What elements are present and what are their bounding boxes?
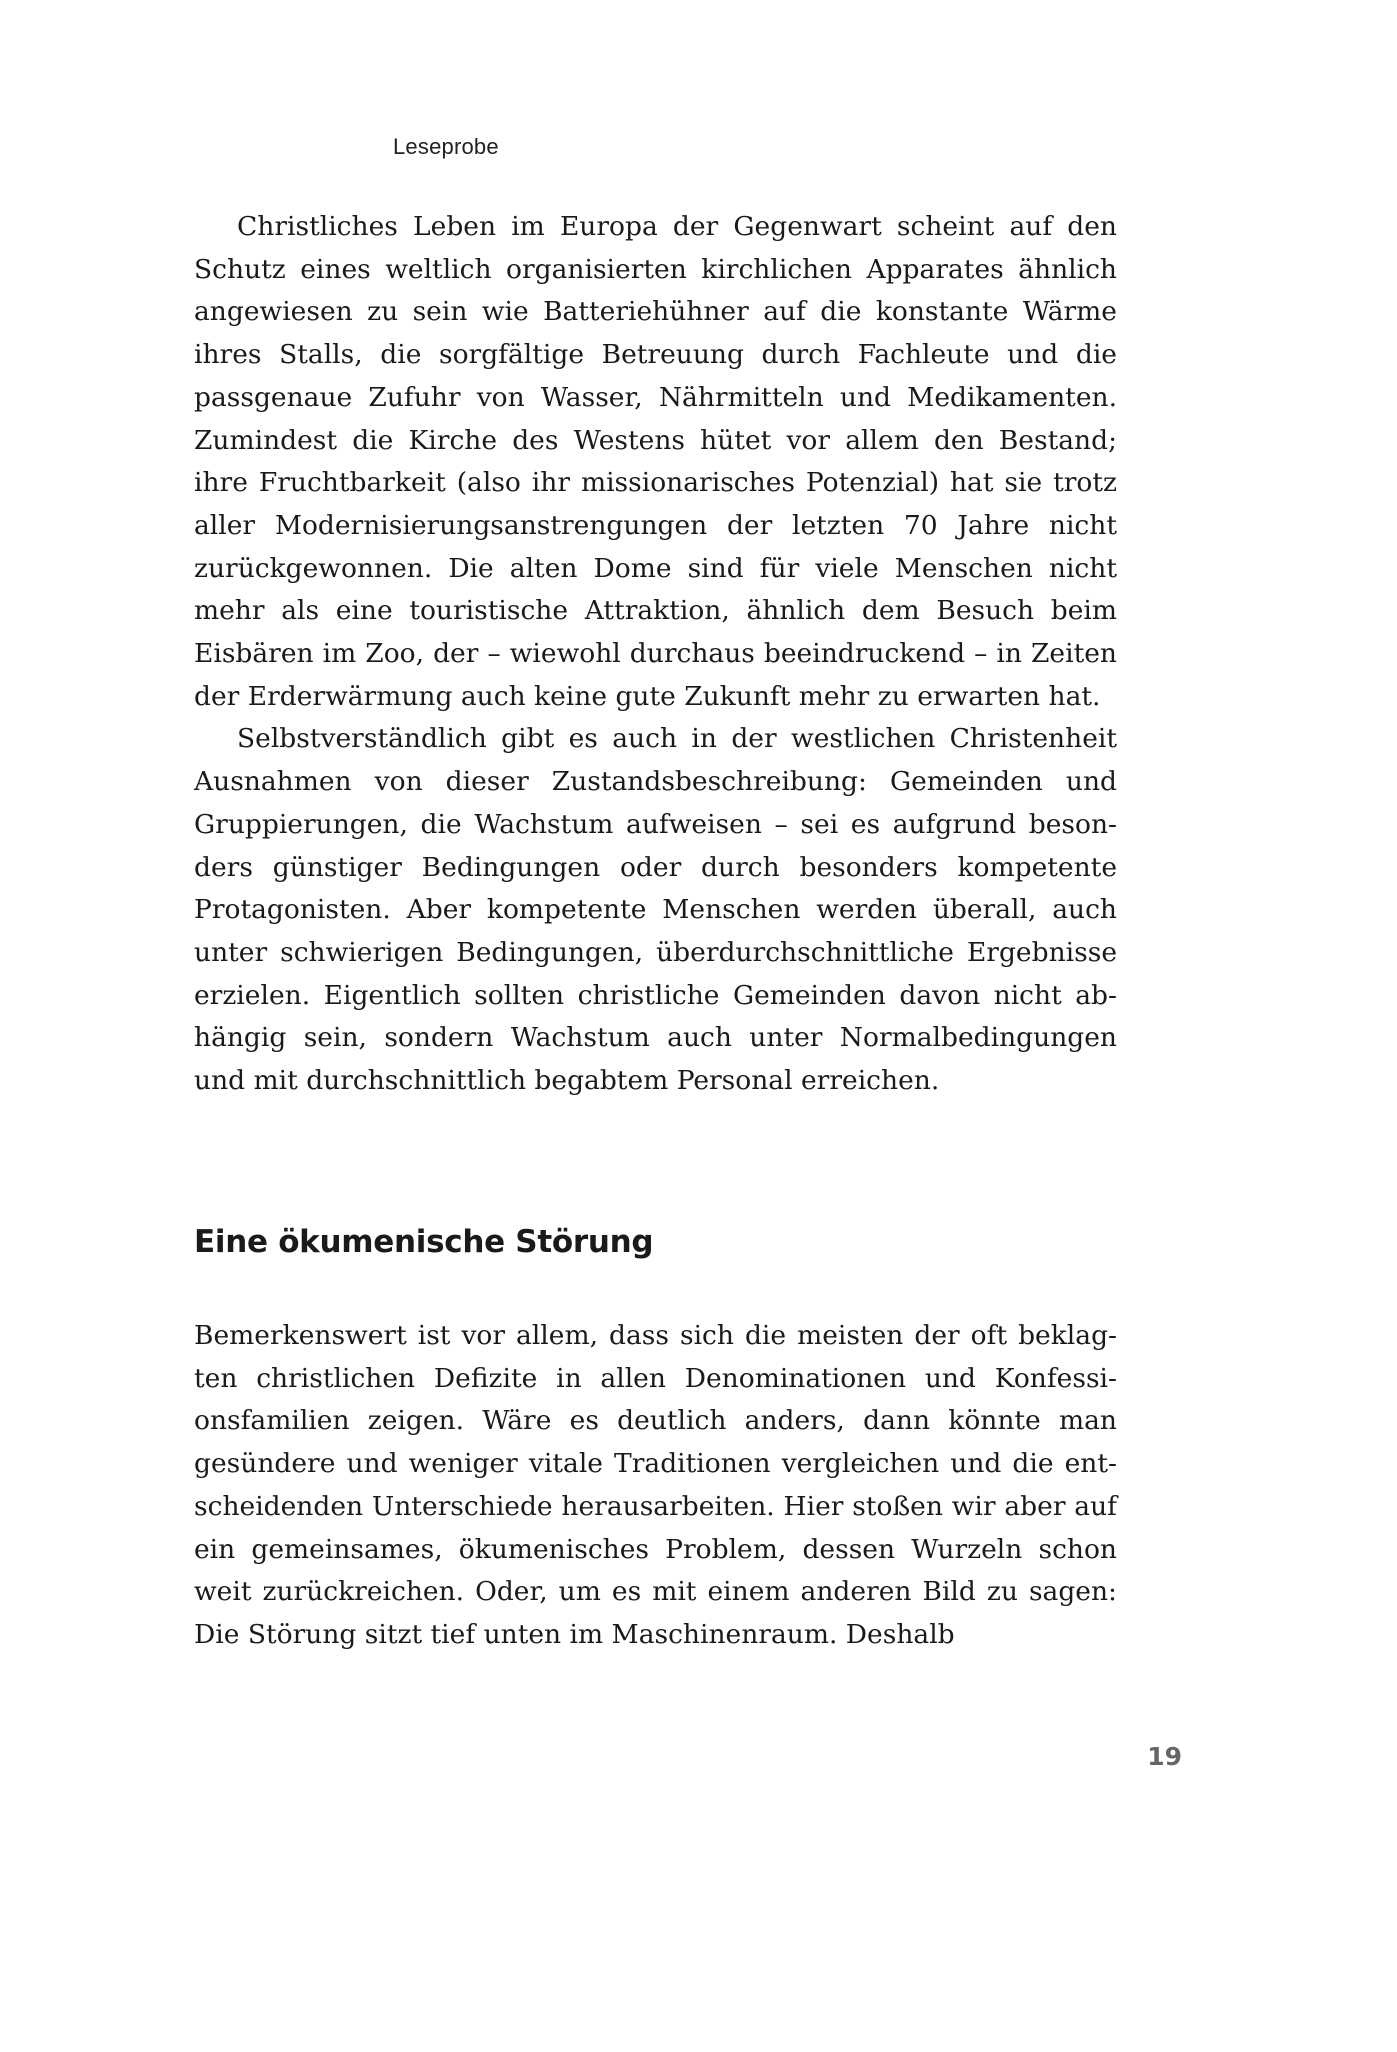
paragraph: Selbstverständlich gibt es auch in der westlichen Christenheit Ausnahmen von dieser Zustandsbeschreibung: Gemeinden und Gruppierungen, die Wachstum aufweisen – sei es aufgrund besonders günstiger Bedingungen oder durch besonders kompetente Protagonisten. Aber kompetente Menschen werden überall, auch unter schwierigen Bedingungen, überdurchschnittliche Ergebnisse erzielen. Eigentlich sollten christliche Gemeinden davon nicht abhängig sein, sondern Wachstum auch unter Normalbedingungen und mit durchschnittlich begabtem Personal erreichen. <box>194 723 1117 1097</box>
body-text-section-2 <box>194 1315 1117 1657</box>
page-number: 19 <box>1147 1742 1182 1771</box>
section-heading: Eine ökumenische Störung <box>194 1224 654 1260</box>
body-text-section-1 <box>194 206 1117 1103</box>
paragraph: Bemerkenswert ist vor allem, dass sich die meisten der oft beklagten christlichen Defizite in allen Denominationen und Konfessionsfamilien zeigen. Wäre es deutlich anders, dann könnte man gesündere und weniger vitale Traditionen vergleichen und die entscheidenden Unterschiede herausarbeiten. Hier stoßen wir aber auf ein gemeinsames, ökumenisches Problem, dessen Wurzeln schon weit zurückreichen. Oder, um es mit einem anderen Bild zu sagen: Die Störung sitzt tief unten im Maschinenraum. Deshalb <box>194 1320 1117 1650</box>
running-head: Leseprobe <box>393 134 499 159</box>
paragraph: Christliches Leben im Europa der Gegenwart scheint auf den Schutz eines weltlich organisierten kirchlichen Apparates ähnlich angewiesen zu sein wie Batteriehühner auf die konstante Wärme ihres Stalls, die sorgfältige Betreuung durch Fachleute und die passgenaue Zufuhr von Wasser, Nährmitteln und Medikamenten. Zumindest die Kirche des Westens hütet vor allem den Bestand; ihre Fruchtbarkeit (also ihr missionarisches Potenzial) hat sie trotz aller Modernisierungsanstrengungen der letzten 70 Jahre nicht zurückgewonnen. Die alten Dome sind für viele Menschen nicht mehr als eine touristische Attraktion, ähnlich dem Besuch beim Eisbären im Zoo, der – wiewohl durchaus beeindruckend – in Zeiten der Erderwärmung auch keine gute Zukunft mehr zu erwarten hat. <box>194 211 1117 712</box>
